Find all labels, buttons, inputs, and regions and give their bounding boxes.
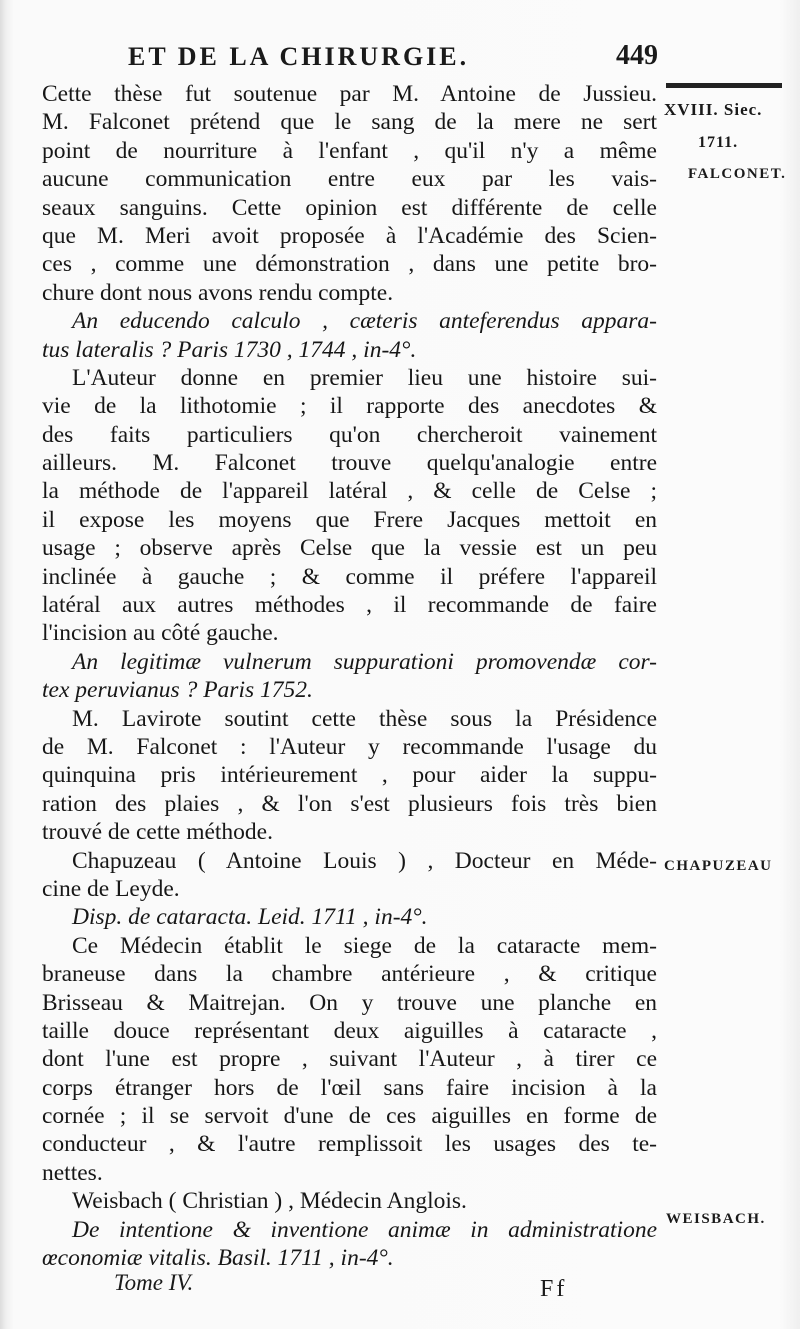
text-line-title: œconomiæ vitalis. Basil. 1711 , in-4°.: [42, 1245, 394, 1272]
text-line: L'Auteur donne en premier lieu une histoire sui-: [72, 364, 657, 391]
gathering-signature: Ff: [540, 1276, 568, 1302]
text-line: des faits particuliers qu'on chercheroit vainement: [42, 421, 657, 448]
text-line: usage ; observe après Celse que la vessie est un peu: [42, 535, 657, 562]
text-line: cornée ; il se servoit d'une de ces aiguilles en forme de: [42, 1103, 657, 1130]
text-line: chure dont nous avons rendu compte.: [42, 279, 394, 306]
page-header: [128, 36, 658, 76]
text-line: Brisseau & Maitrejan. On y trouve une planche en: [42, 989, 657, 1016]
margin-name-weisbach: WEISBACH.: [666, 1211, 766, 1227]
running-head: ET DE LA CHIRURGIE.: [128, 42, 470, 71]
text-line-title: tex peruvianus ? Paris 1752.: [42, 677, 313, 704]
text-line: trouvé de cette méthode.: [42, 819, 273, 846]
text-line: Weisbach ( Christian ) , Médecin Anglois.: [72, 1188, 467, 1215]
volume-signature: Tome IV.: [114, 1270, 194, 1295]
text-line: Chapuzeau ( Antoine Louis ) , Docteur en Méde-: [72, 847, 657, 874]
text-line: seaux sanguins. Cette opinion est différente de celle: [42, 194, 657, 221]
margin-name-chapuzeau: CHAPUZEAU: [664, 858, 773, 874]
text-line: Ce Médecin établit le siege de la cataracte mem-: [72, 932, 657, 959]
text-line: latéral aux autres méthodes , il recommande de faire: [42, 592, 657, 619]
margin-year: 1711.: [698, 134, 739, 151]
text-line-title: Disp. de cataracta. Leid. 1711 , in-4°.: [72, 904, 428, 931]
text-line: taille douce représentant deux aiguilles à cataracte ,: [42, 1017, 657, 1044]
text-line: ailleurs. M. Falconet trouve quelqu'analogie entre: [42, 450, 657, 477]
text-line: il expose les moyens que Frere Jacques mettoit en: [42, 506, 657, 533]
text-line-title: An legitimæ vulnerum suppurationi promovendæ cor-: [72, 648, 657, 675]
text-line: M. Falconet prétend que le sang de la mere ne sert: [42, 109, 657, 136]
text-line: corps étranger hors de l'œil sans faire incision à la: [42, 1074, 657, 1101]
text-line: nettes.: [42, 1159, 103, 1186]
page-number: 449: [616, 40, 658, 71]
text-line: l'incision au côté gauche.: [42, 620, 279, 647]
text-line: point de nourriture à l'enfant , qu'il n'y a même: [42, 137, 657, 164]
text-line: la méthode de l'appareil latéral , & celle de Celse ;: [42, 478, 657, 505]
text-line: cine de Leyde.: [42, 875, 180, 902]
margin-century: XVIII. Siec.: [664, 100, 763, 119]
text-line: Cette thèse fut soutenue par M. Antoine de Jussieu.: [42, 81, 657, 107]
text-line: inclinée à gauche ; & comme il préfere l'appareil: [42, 563, 657, 590]
text-line-title: De intentione & inventione animæ in administratione: [72, 1216, 657, 1243]
text-line: de M. Falconet : l'Auteur y recommande l'usage du: [42, 733, 657, 760]
text-line: dont l'une est propre , suivant l'Auteur , à tirer ce: [42, 1046, 657, 1073]
text-line: ration des plaies , & l'on s'est plusieurs fois très bien: [42, 790, 657, 817]
body-text: [42, 80, 657, 1272]
text-line-title: An educendo calculo , cæteris anteferendus appara-: [72, 308, 657, 335]
text-line: conducteur , & l'autre remplissoit les usages des te-: [42, 1131, 657, 1158]
text-line: vie de la lithotomie ; il rapporte des anecdotes &: [42, 393, 657, 420]
margin-rule: [666, 83, 782, 88]
text-line-title: tus lateralis ? Paris 1730 , 1744 , in-4°.: [42, 336, 417, 363]
text-line: ces , comme une démonstration , dans une petite bro-: [42, 251, 657, 278]
text-line: aucune communication entre eux par les vais-: [42, 166, 657, 193]
text-line: M. Lavirote soutint cette thèse sous la Présidence: [72, 705, 657, 732]
text-line: braneuse dans la chambre antérieure , & critique: [42, 961, 657, 988]
text-line: quinquina pris intérieurement , pour aider la suppu-: [42, 762, 657, 789]
text-line: que M. Meri avoit proposée à l'Académie des Scien-: [42, 222, 657, 249]
margin-name-falconet: FALCONET.: [688, 166, 787, 182]
